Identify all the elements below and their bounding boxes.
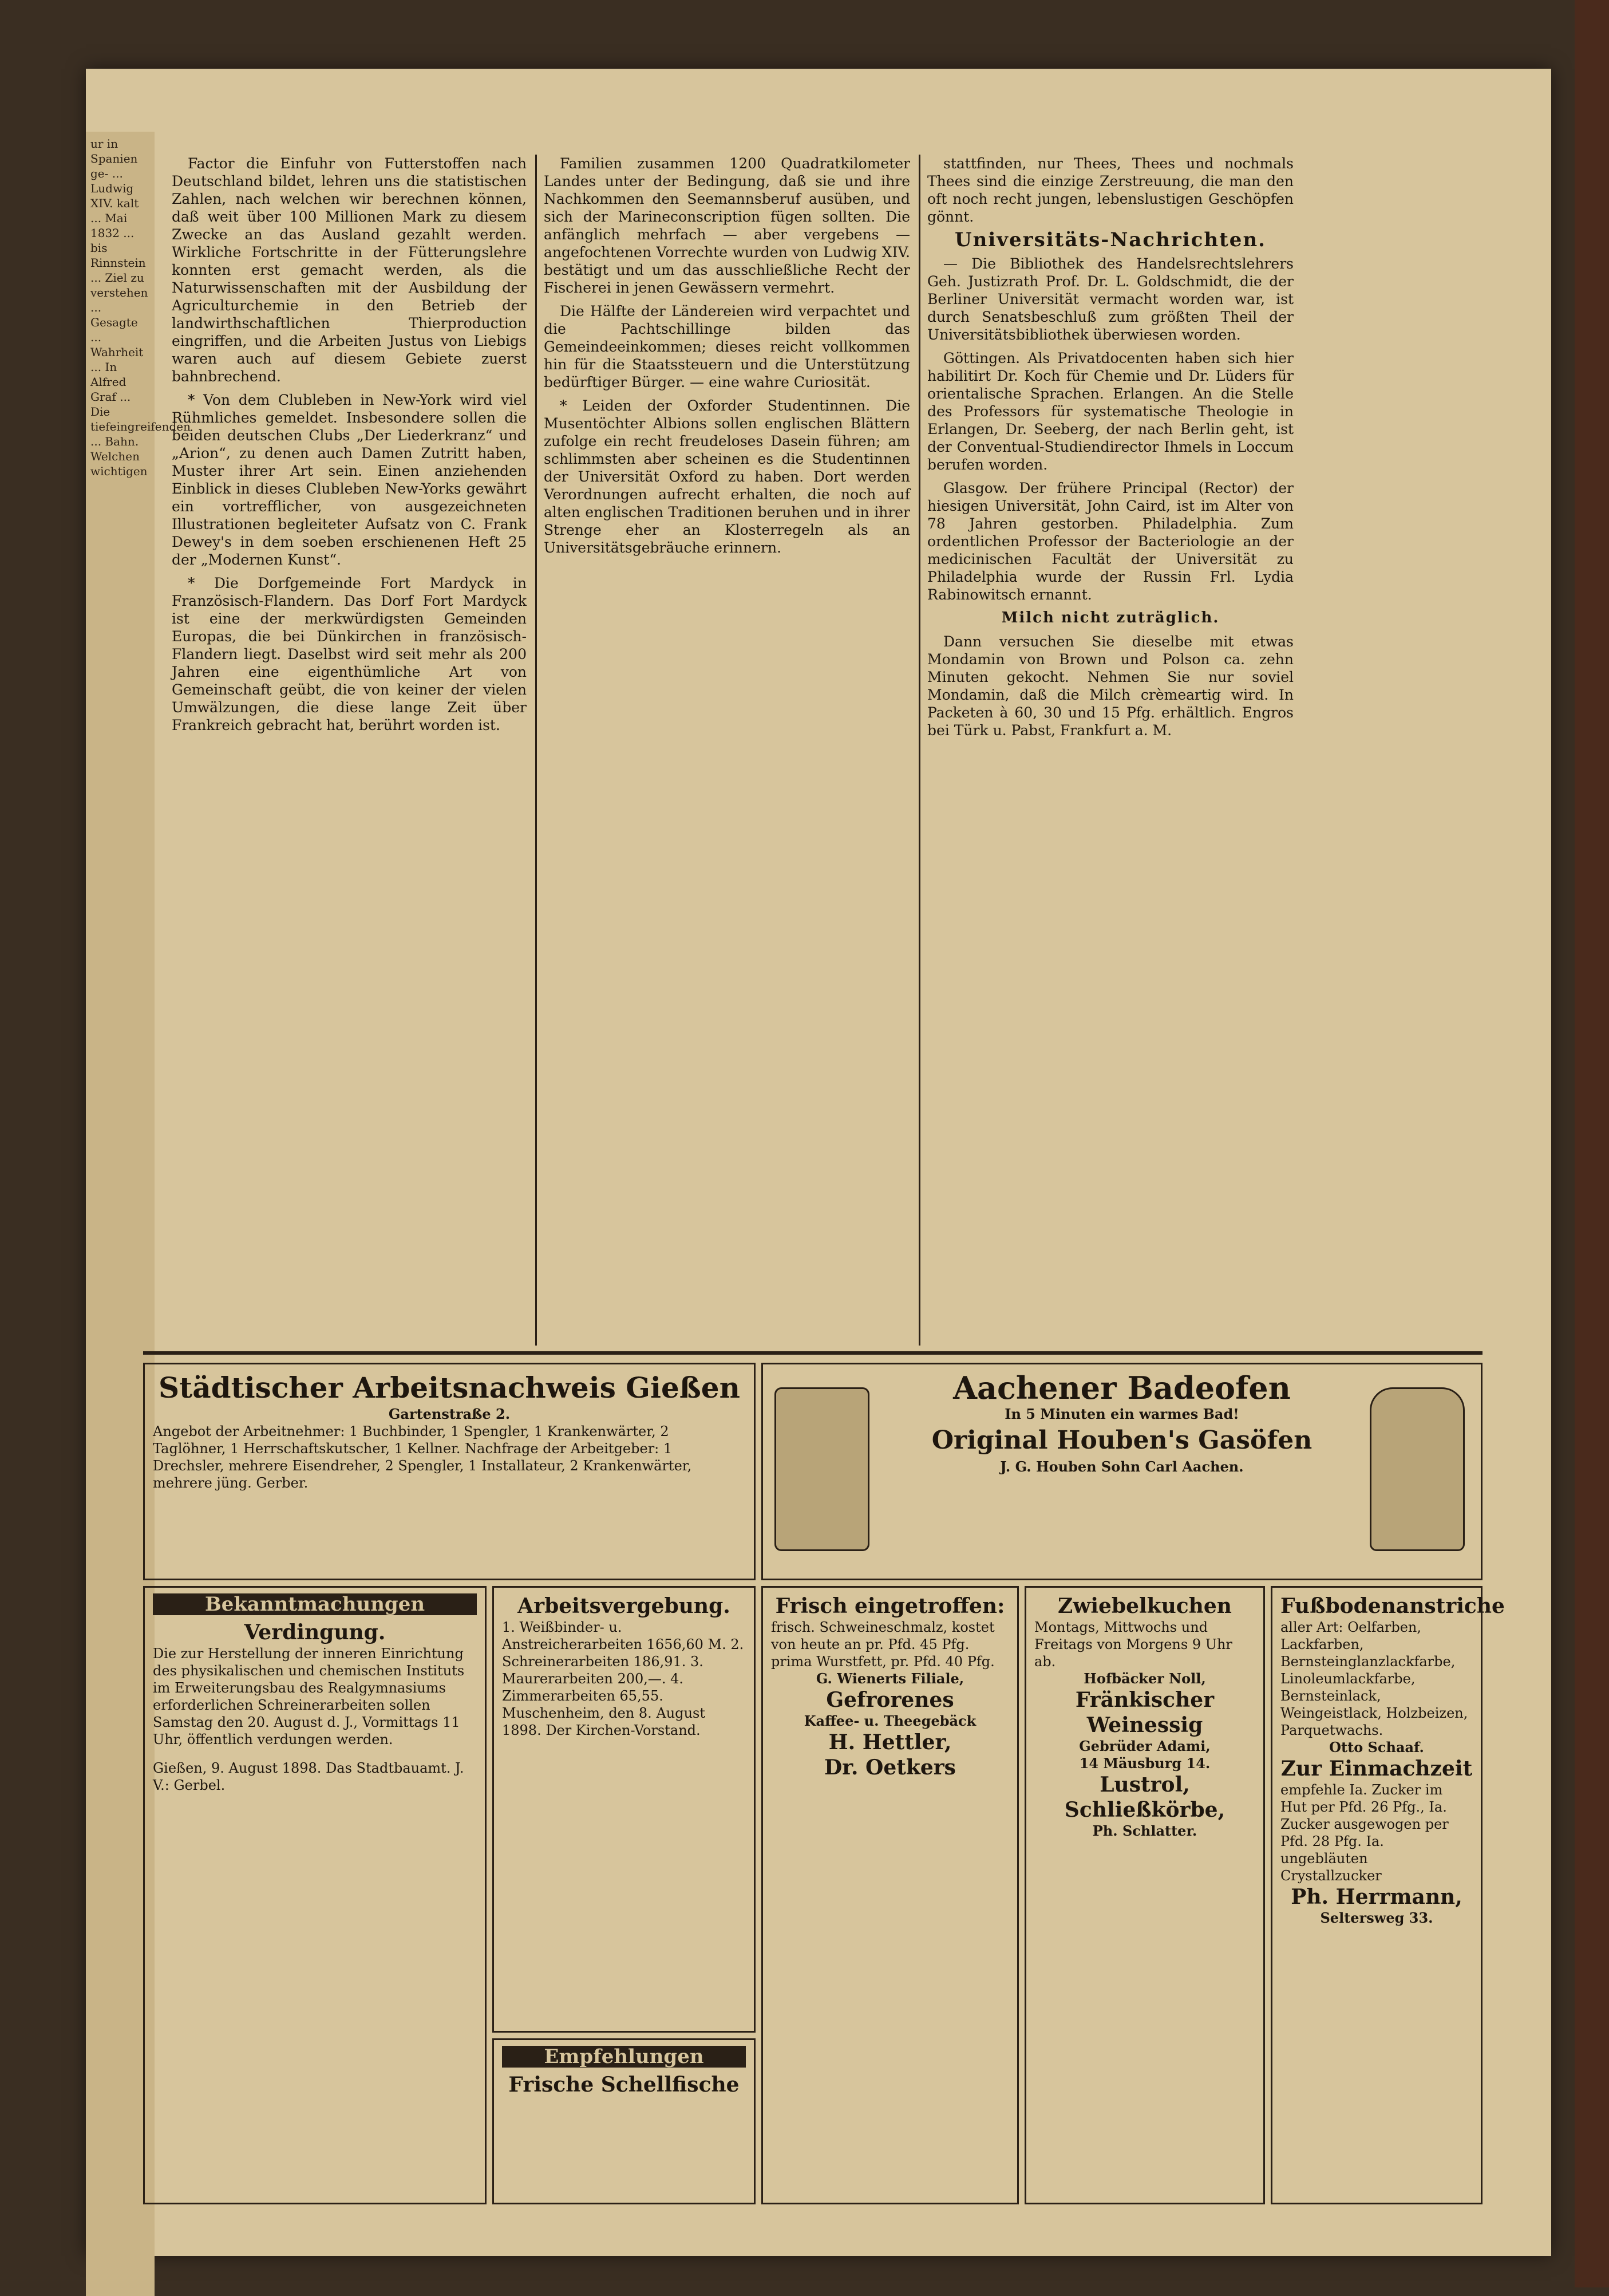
ad-product: Dr. Oetkers [824,1755,956,1780]
ad-shop: Otto Schaaf. [1329,1739,1424,1755]
ad-verdingung [143,1586,487,2204]
ad-frisch-eingetroffen [761,1586,1019,2204]
column-divider [919,155,920,1346]
ad-shop: G. Wienerts Filiale, [816,1670,964,1687]
ad-shop: Ph. Herrmann, [1291,1885,1462,1909]
column-2 [544,155,910,1346]
ad-address: 14 Mäusburg 14. [1079,1755,1211,1772]
article-paragraph: stattfinden, nur Thees, Thees und nochmals Thees sind die einzige Zerstreuung, die man den oft noch recht jungen, lebenslustigen Geschöpfen gönnt. [927,155,1294,225]
ad-shop: Ph. Schlatter. [1092,1822,1197,1839]
ad-text: 1. Weißbinder- u. Anstreicherarbeiten 1656,60 M. 2. Schreinerarbeiten 186,91. 3. Maurerarbeiten 200,—. 4. Zimmerarbeiten 65,55. Muschenheim, den 8. August 1898. Der Kirchen-Vorstand. [502,1619,744,1738]
ad-text: Angebot der Arbeitnehmer: 1 Buchbinder, 1 Spengler, 1 Krankenwärter, 2 Taglöhner, 1 Herrschaftskutscher, 1 Kellner. Nachfrage der Arbeitgeber: 1 Drechsler, mehrere Eisendreher, 2 Spengler, 1 Installateur, 2 Krankenwärter, mehrere jüng. Gerber. [153,1423,692,1491]
article-paragraph: Factor die Einfuhr von Futterstoffen nach Deutschland bildet, lehren uns die statistischen Zahlen, nach welchen wir berechnen können, daß weit über 100 Millionen Mark zu diesem Zwecke an das Ausland gezahlt werden. Wirkliche Fortschritte in der Fütterungslehre konnten erst gemacht werden, als die Naturwissenschaften mit der Ausbildung der Agriculturchemie in den Betrieb der landwirthschaftlichen Thierproduction eingriffen, und die Arbeiten Justus von Liebigs waren auch auf diesem Gebiete zuerst bahnbrechend. [172,155,527,385]
column-3 [927,155,1294,1346]
ad-product: Fränkischer Weinessig [1075,1688,1215,1737]
ad-title: Zur Einmachzeit [1280,1757,1473,1781]
section-banner: Empfehlungen [502,2046,746,2068]
column-divider [535,155,537,1346]
article-paragraph: Glasgow. Der frühere Principal (Rector) der hiesigen Universität, John Caird, ist im Alter von 78 Jahren gestorben. Philadelphia. Zum ordentlichen Professor der Bacteriologie an der medicinischen Facultät der Universität zu Philadelphia wurde der Russin Frl. Lydia Rabinowitsch ernannt. [927,480,1294,603]
ad-product: Schließkörbe, [1064,1798,1225,1822]
ad-text: Die zur Herstellung der inneren Einrichtung des physikalischen und chemischen Instituts im Erweiterungsbau des Realgymnasiums erforderlichen Schreinerarbeiten sollen Samstag den 20. August d. J., Vormittags 11 Uhr, öffentlich verdungen werden. [153,1646,465,1747]
ad-product: Original Houben's Gasöfen [931,1426,1312,1455]
ad-title: Frisch eingetroffen: [775,1594,1005,1618]
article-paragraph: Dann versuchen Sie dieselbe mit etwas Mondamin von Brown und Polson ca. zehn Minuten gekocht. Nehmen Sie nur soviel Mondamin, daß die Milch crèmeartig wird. In Packeten à 60, 30 und 15 Pfg. erhältlich. Engros bei Türk u. Pabst, Frankfurt a. M. [927,633,1294,739]
ad-title: Verdingung. [244,1620,386,1644]
ad-maker: J. G. Houben Sohn Carl Aachen. [1000,1458,1244,1475]
ad-title: Frische Schellfische [508,2073,740,2097]
ad-arbeitsnachweis [143,1363,756,1580]
ad-title: Zwiebelkuchen [1058,1594,1232,1618]
article-paragraph: Familien zusammen 1200 Quadratkilometer Landes unter der Bedingung, daß sie und ihre Nachkommen den Seemannsberuf ausüben, und sich der Marineconscription fügen sollten. Die anfänglich mehrfach — aber vergebens — angefochtenen Vorrechte wurden von Ludwig XIV. bestätigt und um das ausschließliche Recht der Fischerei in jenen Gewässern vermehrt. [544,155,910,296]
ad-subtitle: In 5 Minuten ein warmes Bad! [1005,1406,1239,1422]
newspaper-page [86,69,1551,2256]
section-heading: Milch nicht zuträglich. [1001,609,1220,626]
ad-product: Lustrol, [1100,1773,1190,1797]
ad-text: frisch. Schweineschmalz, kostet von heute an pr. Pfd. 45 Pfg. prima Wurstfett, pr. Pfd. 40 Pfg. [771,1619,995,1670]
article-paragraph: * Die Dorfgemeinde Fort Mardyck in Französisch-Flandern. Das Dorf Fort Mardyck ist eine der merkwürdigsten Gemeinden Europas, die bei Dünkirchen in französisch-Flandern liegt. Daselbst wird seit mehr als 200 Jahren eine eigenthümliche Art von Gemeinschaft geübt, die von keiner der vielen Umwälzungen, die diese lange Zeit über Frankreich gebracht hat, berührt worden ist. [172,575,527,733]
previous-page-strip: ur in Spanien ge- ... Ludwig XIV. kalt ... Mai 1832 ... bis Rinnstein ... Ziel zu verstehen ... Gesagte ... Wahrheit ... In Alfred Graf ... Die tiefeingreifenden ... Bahn. Welchen wichtigen [86,132,155,2296]
ad-text: empfehle Ia. Zucker im Hut per Pfd. 26 Pfg., Ia. Zucker ausgewogen per Pfd. 28 Pfg. Ia. ungebläuten Crystallzucker [1280,1782,1449,1884]
ad-title: Städtischer Arbeitsnachweis Gießen [159,1371,740,1405]
ad-schellfische [492,2038,756,2204]
ad-product: Gefrorenes [826,1688,954,1712]
article-paragraph: * Leiden der Oxforder Studentinnen. Die Musentöchter Albions sollen englischen Blättern zufolge ein recht freudeloses Dasein führen; am schlimmsten aber scheinen es die Studentinnen der Universität Oxford zu haben. Dort werden Verordnungen aufrecht erhalten, die noch auf alten englischen Traditionen beruhen und in ihrer Strenge eher an Klosterregeln als an Universitätsgebräuche erinnern. [544,397,910,556]
ad-title: Arbeitsvergebung. [517,1594,730,1618]
article-paragraph: Die Hälfte der Ländereien wird verpachtet und die Pachtschillinge bilden das Gemeindeeinkommen; dieses reicht vollkommen hin für die Staatssteuern und die Unterstützung bedürftiger Bürger. — eine wahre Curiosität. [544,303,910,390]
section-heading: Universitäts-Nachrichten. [954,228,1266,251]
gas-oven-illustration [1370,1387,1465,1551]
ad-shop: Gebrüder Adami, [1079,1738,1211,1754]
section-banner: Bekanntmachungen [153,1593,477,1615]
ad-address: Seltersweg 33. [1320,1910,1433,1926]
ad-text: Montags, Mittwochs und Freitags von Morgens 9 Uhr ab. [1034,1619,1232,1670]
article-paragraph: Göttingen. Als Privatdocenten haben sich hier habilitirt Dr. Koch für Chemie und Dr. Lüders für orientalische Sprachen. Erlangen. An die Stelle des Professors für systematische Theologie in Erlangen, Dr. Seeberg, der nach Berlin geht, ist der Conventual-Studiendirector Ihmels in Loccum berufen worden. [927,350,1294,473]
ad-signature: Gießen, 9. August 1898. Das Stadtbauamt. J. V.: Gerbel. [153,1760,464,1793]
ad-text: aller Art: Oelfarben, Lackfarben, Bernsteinglanzlackfarbe, Linoleumlackfarbe, Bernsteinlack, Weingeistlack, Holzbeizen, Parquetwachs. [1280,1619,1468,1738]
ad-arbeitsvergebung [492,1586,756,2033]
ad-address: Gartenstraße 2. [388,1406,511,1422]
article-paragraph: * Von dem Clubleben in New-York wird viel Rühmliches gemeldet. Insbesondere sollen die beiden deutschen Clubs „Der Liederkranz“ und „Arion“, zu denen auch Damen Zutritt haben, Muster ihrer Art sein. Einen anziehenden Einblick in dieses Clubleben New-Yorks gewährt ein vortrefflicher, von ausgezeichneten Illustrationen begleiteter Aufsatz von C. Frank Dewey's in dem soeben erschienenen Heft 25 der „Modernen Kunst“. [172,392,527,568]
ad-shop: H. Hettler, [828,1730,952,1754]
ad-title: Aachener Badeofen [953,1370,1291,1406]
ad-product: Kaffee- u. Theegebäck [804,1713,977,1729]
ad-title: Fußbodenanstriche [1280,1594,1505,1618]
ad-badeofen [761,1363,1483,1580]
ad-fussboden [1271,1586,1505,2204]
ads-top-rule [143,1351,1483,1355]
book-spine [1575,0,1609,2287]
ad-zwiebelkuchen [1025,1586,1265,2204]
water-heater-illustration [774,1387,869,1551]
ad-shop: Hofbäcker Noll, [1084,1670,1206,1687]
column-1 [172,155,527,1346]
article-paragraph: — Die Bibliothek des Handelsrechtslehrers Geh. Justizrath Prof. Dr. L. Goldschmidt, die der Berliner Universität vermacht worden war, ist durch Senatsbeschluß zum größten Theil der Universitätsbibliothek überwiesen worden. [927,255,1294,343]
